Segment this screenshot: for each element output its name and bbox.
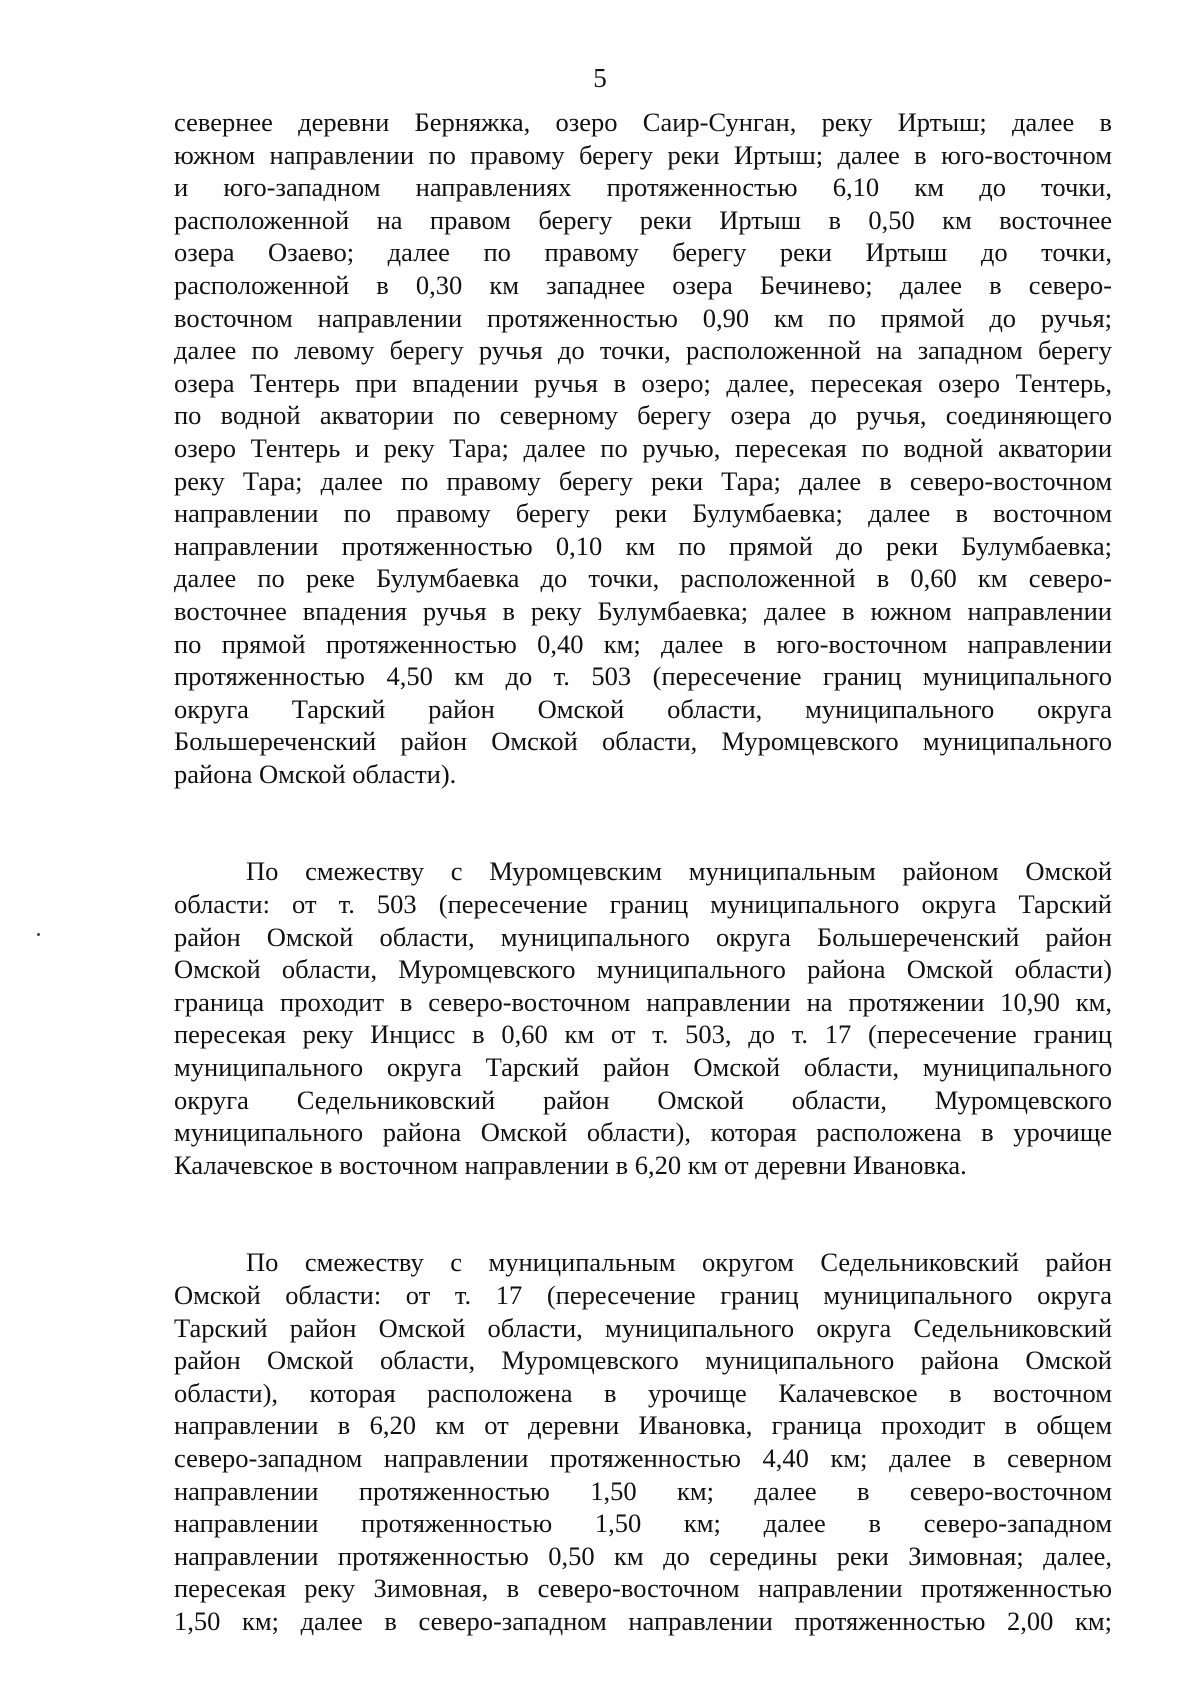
- paragraph-gap: [174, 1181, 1112, 1246]
- text-line: района Омской области).: [174, 758, 457, 789]
- text-line: округа Тарский район Омской области, муниципального округа: [174, 693, 1112, 724]
- text-line: южном направлении по правому берегу реки Иртыш; далее в юго-восточном: [174, 139, 1112, 170]
- paragraph-1: [174, 106, 1112, 790]
- text-line: восточном направлении протяженностью 0,90 км по прямой до ручья;: [174, 302, 1112, 333]
- scan-speck: [37, 933, 40, 936]
- text-line: области), которая расположена в урочище Калачевское в восточном: [174, 1377, 1112, 1408]
- text-line: По смежеству с Муромцевским муниципальным районом Омской: [246, 856, 1112, 887]
- text-line: район Омской области, муниципального округа Большереченский район: [174, 921, 1112, 952]
- paragraph-2: [174, 855, 1112, 1181]
- text-line: северо-западном направлении протяженностью 4,40 км; далее в северном: [174, 1442, 1112, 1473]
- text-line: реку Тара; далее по правому берегу реки Тара; далее в северо-восточном: [174, 465, 1112, 496]
- text-line: направлении в 6,20 км от деревни Ивановка, граница проходит в общем: [174, 1410, 1112, 1441]
- text-line: муниципального округа Тарский район Омской области, муниципального: [174, 1052, 1112, 1083]
- text-line: Калачевское в восточном направлении в 6,20 км от деревни Ивановка.: [174, 1149, 967, 1180]
- text-line: озера Тентерь при впадении ручья в озеро; далее, пересекая озеро Тентерь,: [174, 367, 1112, 398]
- text-line: направлении по правому берегу реки Булумбаевка; далее в восточном: [174, 498, 1112, 529]
- text-line: по водной акватории по северному берегу озера до ручья, соединяющего: [174, 400, 1112, 431]
- text-line: озеро Тентерь и реку Тара; далее по ручью, пересекая по водной акватории: [174, 432, 1112, 463]
- text-line: округа Седельниковский район Омской области, Муромцевского: [174, 1084, 1112, 1115]
- text-line: направлении протяженностью 0,50 км до середины реки Зимовная; далее,: [174, 1540, 1112, 1571]
- paragraph-gap: [174, 790, 1112, 855]
- text-line: далее по реке Булумбаевка до точки, расположенной в 0,60 км северо-: [174, 563, 1112, 594]
- text-line: направлении протяженностью 1,50 км; далее в северо-восточном: [174, 1475, 1112, 1506]
- text-line: по прямой протяженностью 0,40 км; далее в юго-восточном направлении: [174, 628, 1112, 659]
- text-line: протяженностью 4,50 км до т. 503 (пересечение границ муниципального: [174, 661, 1112, 692]
- text-line: пересекая реку Инцисс в 0,60 км от т. 503, до т. 17 (пересечение границ: [174, 1019, 1112, 1050]
- text-line: расположенной на правом берегу реки Иртыш в 0,50 км восточнее: [174, 204, 1112, 235]
- text-line: направлении протяженностью 0,10 км по прямой до реки Булумбаевка;: [174, 530, 1112, 561]
- text-line: Тарский район Омской области, муниципального округа Седельниковский: [174, 1312, 1112, 1343]
- text-line: и юго-западном направлениях протяженностью 6,10 км до точки,: [174, 172, 1112, 203]
- text-line: далее по левому берегу ручья до точки, расположенной на западном берегу: [174, 335, 1112, 366]
- document-body: [174, 106, 1112, 1638]
- text-line: расположенной в 0,30 км западнее озера Бечинево; далее в северо-: [174, 269, 1112, 300]
- text-line: район Омской области, Муромцевского муниципального района Омской: [174, 1345, 1112, 1376]
- text-line: восточнее впадения ручья в реку Булумбаевка; далее в южном направлении: [174, 595, 1112, 626]
- text-line: По смежеству с муниципальным округом Седельниковский район: [246, 1247, 1112, 1278]
- text-line: Омской области: от т. 17 (пересечение границ муниципального округа: [174, 1280, 1112, 1310]
- text-line: Омской области, Муромцевского муниципального района Омской области): [174, 954, 1112, 985]
- text-line: 1,50 км; далее в северо-западном направлении протяженностью 2,00 км;: [174, 1605, 1112, 1636]
- text-line: озера Озаево; далее по правому берегу реки Иртыш до точки,: [174, 237, 1112, 268]
- text-line: пересекая реку Зимовная, в северо-восточном направлении протяженностью: [174, 1573, 1112, 1604]
- text-line: области: от т. 503 (пересечение границ муниципального округа Тарский: [174, 889, 1112, 920]
- page-number: 5: [593, 63, 607, 93]
- text-line: муниципального района Омской области), которая расположена в урочище: [174, 1117, 1112, 1148]
- paragraph-3: [174, 1246, 1112, 1637]
- text-line: севернее деревни Берняжка, озеро Саир-Сунган, реку Иртыш; далее в: [174, 107, 1112, 137]
- text-line: граница проходит в северо-восточном направлении на протяжении 10,90 км,: [174, 986, 1112, 1017]
- text-line: Большереченский район Омской области, Муромцевского муниципального: [174, 726, 1112, 757]
- text-line: направлении протяженностью 1,50 км; далее в северо-западном: [174, 1508, 1112, 1539]
